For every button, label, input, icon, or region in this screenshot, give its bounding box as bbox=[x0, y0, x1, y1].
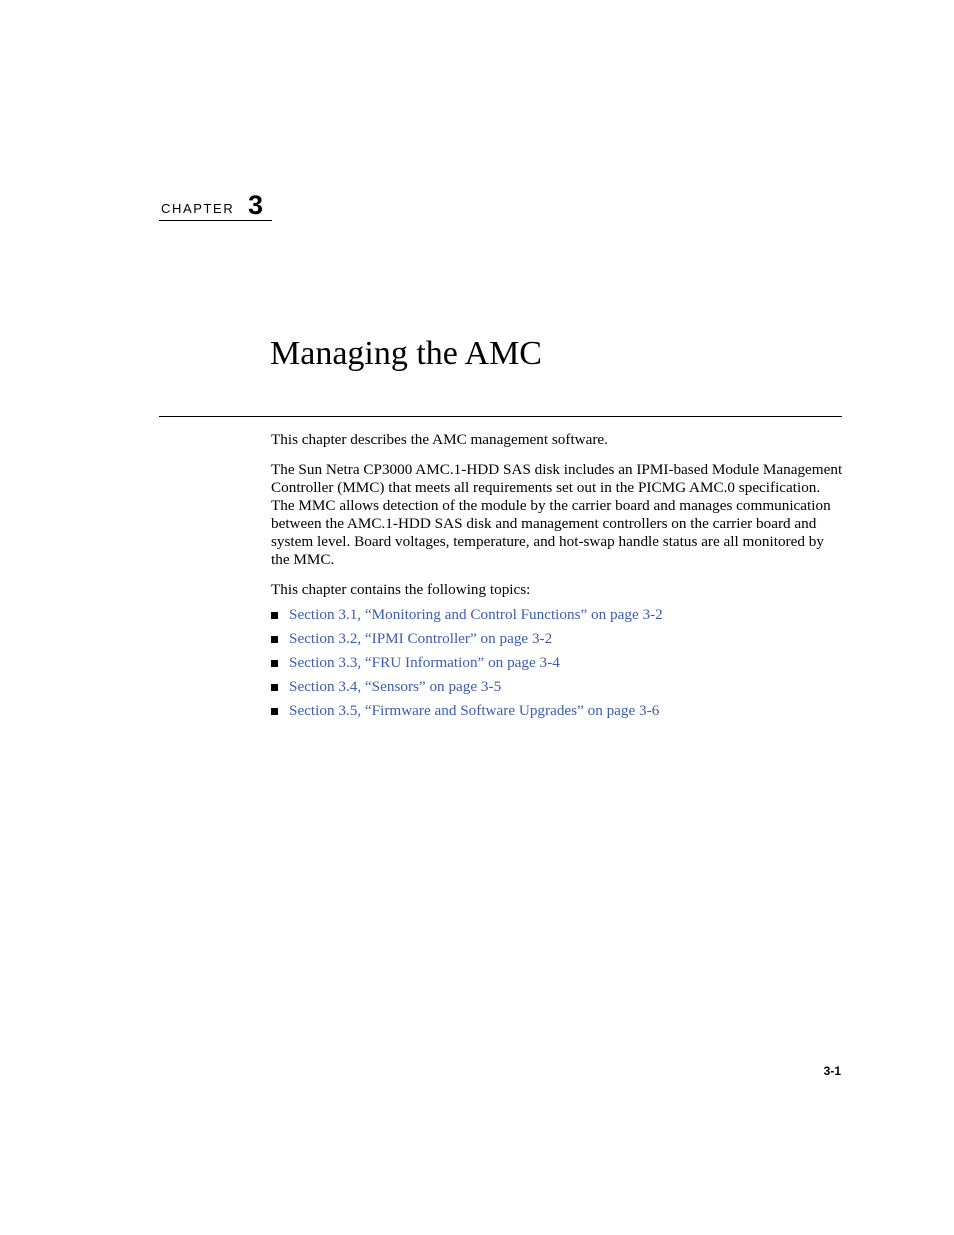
title-divider bbox=[159, 416, 842, 417]
square-bullet-icon bbox=[271, 636, 278, 643]
topics-intro: This chapter contains the following topics: bbox=[271, 581, 531, 598]
list-item bbox=[271, 630, 843, 654]
topic-link-ipmi-controller[interactable]: Section 3.2, “IPMI Controller” on page 3-2 bbox=[289, 630, 553, 647]
list-item bbox=[271, 654, 843, 678]
list-item bbox=[271, 678, 843, 702]
topics-list bbox=[271, 606, 843, 726]
chapter-label: CHAPTER bbox=[161, 201, 235, 216]
chapter-number: 3 bbox=[248, 190, 264, 220]
chapter-body bbox=[271, 431, 843, 726]
intro-paragraph: This chapter describes the AMC management software. bbox=[271, 431, 608, 448]
square-bullet-icon bbox=[271, 708, 278, 715]
topic-link-fru-information[interactable]: Section 3.3, “FRU Information” on page 3-4 bbox=[289, 654, 560, 671]
topic-link-sensors[interactable]: Section 3.4, “Sensors” on page 3-5 bbox=[289, 678, 502, 695]
topic-link-firmware-software[interactable]: Section 3.5, “Firmware and Software Upgrades” on page 3-6 bbox=[289, 702, 660, 719]
square-bullet-icon bbox=[271, 684, 278, 691]
list-item bbox=[271, 702, 843, 726]
page-title: Managing the AMC bbox=[270, 335, 542, 372]
chapter-heading bbox=[159, 190, 272, 221]
page-number: 3-1 bbox=[823, 1064, 841, 1078]
square-bullet-icon bbox=[271, 660, 278, 667]
square-bullet-icon bbox=[271, 612, 278, 619]
description-paragraph: The Sun Netra CP3000 AMC.1-HDD SAS disk includes an IPMI-based Module Management Controller (MMC) that meets all requirements set out in the PICMG AMC.0 specification. The MMC allows detection of the module by the carrier board and manages communication between the AMC.1-HDD SAS disk and management controllers on the carrier board and system level. Board voltages, temperature, and hot-swap handle status are all monitored by the MMC. bbox=[271, 461, 843, 568]
list-item bbox=[271, 606, 843, 630]
topic-link-monitoring-control[interactable]: Section 3.1, “Monitoring and Control Functions” on page 3-2 bbox=[289, 606, 663, 623]
